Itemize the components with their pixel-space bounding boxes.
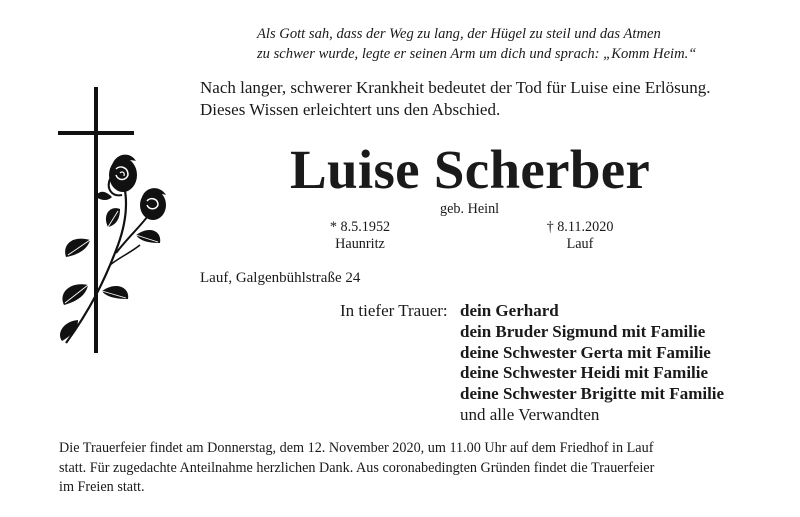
mourning-label: In tiefer Trauer: (340, 301, 448, 320)
funeral-info (59, 439, 759, 498)
opening-quote (257, 24, 757, 64)
footer-line-2: statt. Für zugedachte Anteilnahme herzlichen Dank. Aus coronabedingten Gründen findet die Trauerfeier (59, 459, 655, 476)
death-date: † 8.11.2020 (546, 219, 614, 235)
death-place: Lauf (566, 236, 594, 252)
mourner-5: deine Schwester Brigitte mit Familie (460, 384, 725, 404)
intro-text (200, 77, 760, 121)
footer-line-3: im Freien statt. (59, 479, 145, 495)
maiden-name: geb. Heinl (440, 201, 500, 217)
quote-line-2: zu schwer wurde, legte er seinen Arm um dich und sprach: „Komm Heim.“ (257, 46, 697, 62)
mourner-6: und alle Verwandten (460, 404, 600, 424)
intro-line-1: Nach langer, schwerer Krankheit bedeutet der Tod für Luise eine Erlösung. (200, 78, 711, 97)
cross-with-roses-icon (50, 85, 185, 360)
quote-line-1: Als Gott sah, dass der Weg zu lang, der Hügel zu steil und das Atmen (257, 26, 661, 42)
intro-line-2: Dieses Wissen erleichtert uns den Abschied. (200, 100, 501, 119)
mourners-list (460, 301, 724, 426)
cross-vertical-beam (94, 87, 98, 353)
mourner-1: dein Gerhard (460, 301, 559, 320)
mourner-3: deine Schwester Gerta mit Familie (460, 342, 711, 362)
cross-horizontal-beam (58, 131, 134, 135)
deceased-name: Luise Scherber (290, 139, 651, 200)
birth-date: * 8.5.1952 (329, 219, 391, 235)
right-rose (140, 188, 166, 220)
mourner-2: dein Bruder Sigmund mit Familie (460, 321, 706, 341)
mourner-4: deine Schwester Heidi mit Familie (460, 363, 709, 383)
birth-place: Haunritz (335, 236, 385, 252)
footer-line-1: Die Trauerfeier findet am Donnerstag, dem 12. November 2020, um 11.00 Uhr auf dem Friedhof in Lauf (59, 440, 654, 456)
upper-rose (109, 155, 137, 196)
address: Lauf, Galgenbühlstraße 24 (200, 270, 361, 286)
